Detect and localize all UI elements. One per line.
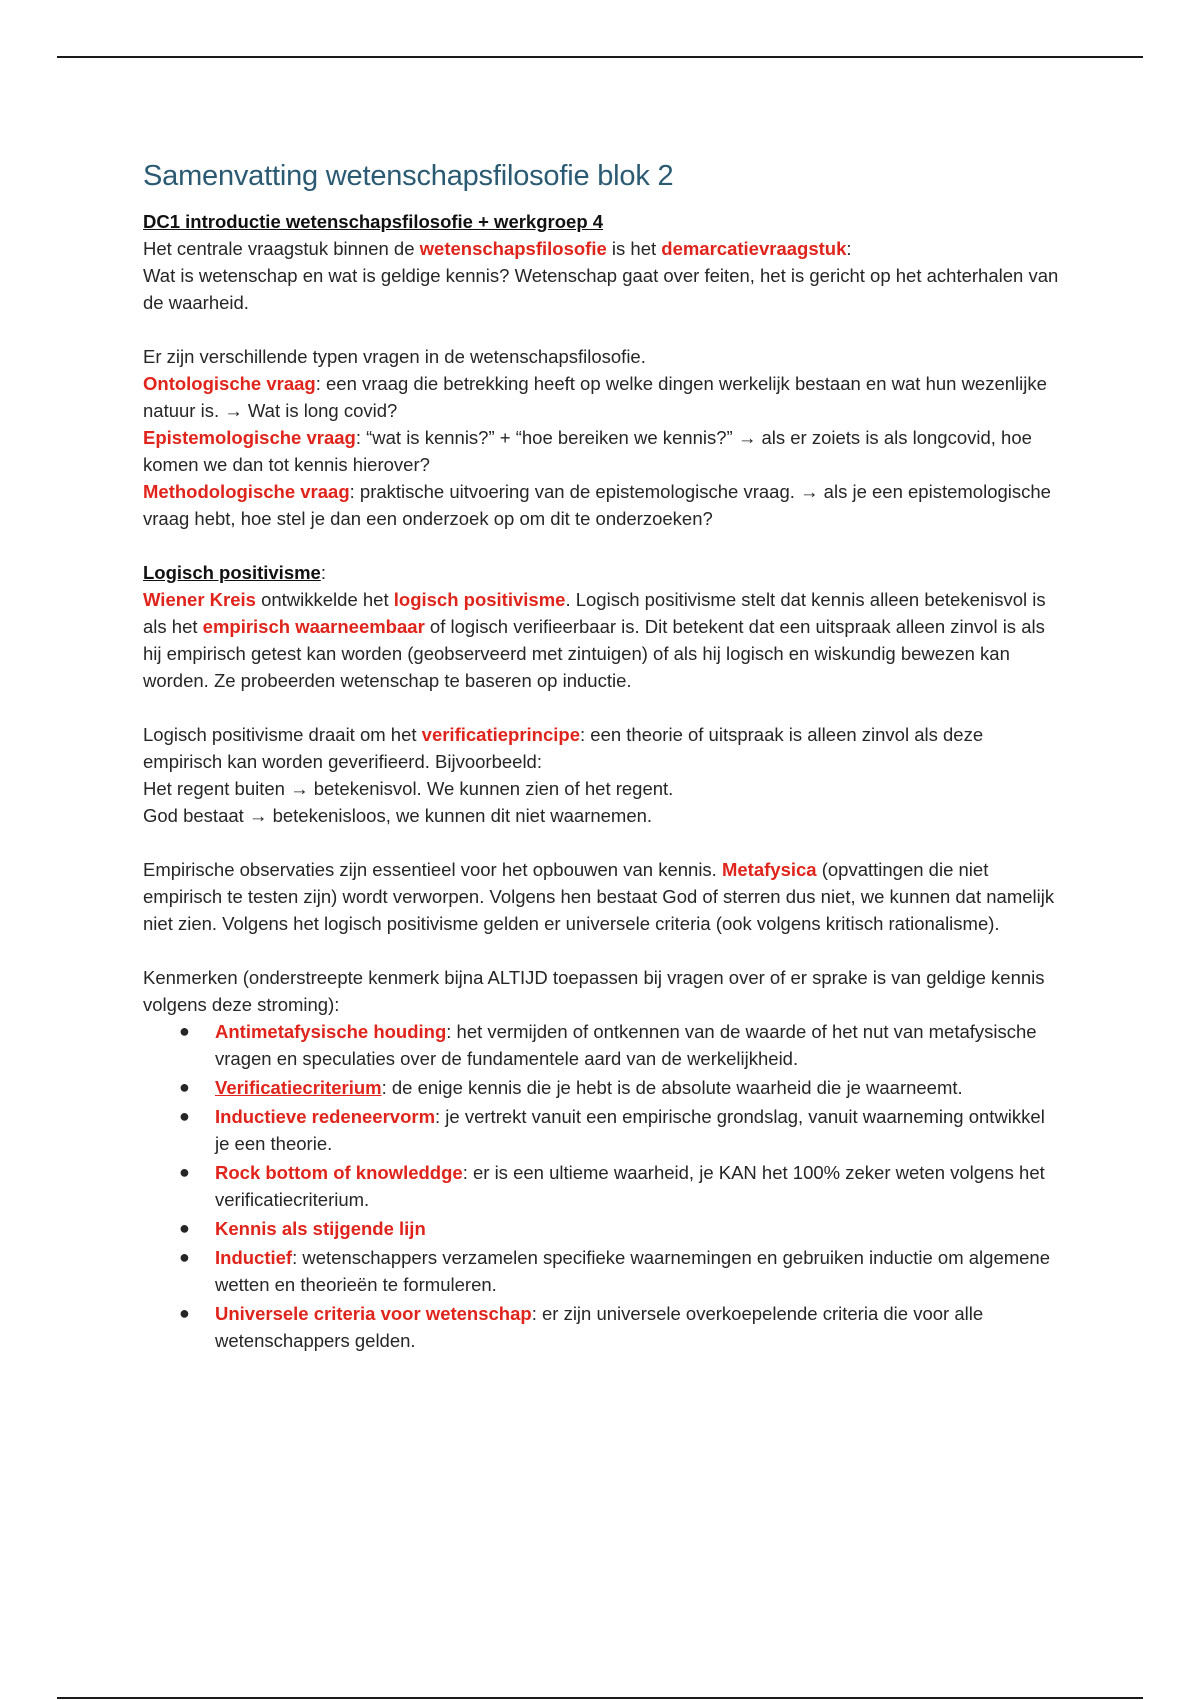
- text: Empirische observaties zijn essentieel voor het opbouwen van kennis.: [143, 859, 722, 880]
- term-verificatieprincipe: verificatieprincipe: [421, 724, 580, 745]
- bottom-rule: [57, 1697, 1143, 1699]
- text: : “wat is kennis?” + “hoe bereiken we kennis?” → als er zoiets is als longcovid, hoe komen we dan tot kennis hierover?: [143, 427, 1032, 475]
- top-rule: [57, 56, 1143, 58]
- heading-text: Logisch positivisme: [143, 562, 321, 583]
- list-item: [179, 1074, 1063, 1101]
- text: of logisch verifieerbaar is. Dit betekent dat een uitspraak alleen zinvol is als hij empirisch getest kan worden (geobserveerd met zintuigen) of als hij logisch en wiskundig bewezen kan worden. Ze probeerden wetenschap te baseren op inductie.: [143, 616, 1045, 691]
- section-heading-dc1: DC1 introductie wetenschapsfilosofie + werkgroep 4: [143, 211, 604, 232]
- methodological-question: [143, 478, 1063, 532]
- wiener-kreis-paragraph: [143, 586, 1063, 694]
- characteristics-intro: Kenmerken (onderstreepte kenmerk bijna ALTIJD toepassen bij vragen over of er sprake is van geldige kennis volgens deze stroming):: [143, 967, 1045, 1015]
- text: :: [320, 562, 326, 583]
- item-term: Inductieve redeneervorm: [215, 1106, 436, 1127]
- list-item: [179, 1103, 1063, 1157]
- bullet-icon: ●: [179, 1162, 190, 1182]
- item-text: : er is een ultieme waarheid, je KAN het 100% zeker weten volgens het verificatiecriterium.: [215, 1162, 1045, 1210]
- item-term: Antimetafysische houding: [215, 1021, 447, 1042]
- term-wiener-kreis: Wiener Kreis: [143, 589, 256, 610]
- list-item: [179, 1244, 1063, 1298]
- item-text: : wetenschappers verzamelen specifieke waarnemingen en gebruiken inductie om algemene wetten en theorieën te formuleren.: [215, 1247, 1051, 1295]
- term-wetenschapsfilosofie: wetenschapsfilosofie: [419, 238, 607, 259]
- text: : een theorie of uitspraak is alleen zinvol als deze empirisch kan worden geverifieerd. Bijvoorbeeld:: [143, 724, 984, 772]
- item-text: : de enige kennis die je hebt is de absolute waarheid die je waarneemt.: [381, 1077, 963, 1098]
- term-demarcatievraagstuk: demarcatievraagstuk: [661, 238, 847, 259]
- list-item: [179, 1215, 1063, 1242]
- metaphysics-paragraph: [143, 856, 1063, 937]
- question-types-intro: Er zijn verschillende typen vragen in de wetenschapsfilosofie.: [143, 346, 646, 367]
- example-god: God bestaat → betekenisloos, we kunnen dit niet waarnemen.: [143, 805, 653, 826]
- text: : een vraag die betrekking heeft op welke dingen werkelijk bestaan en wat hun wezenlijke natuur is. → Wat is long covid?: [143, 373, 1047, 421]
- list-item: [179, 1018, 1063, 1072]
- ontological-question: [143, 370, 1063, 424]
- bullet-icon: ●: [179, 1218, 190, 1238]
- text: : praktische uitvoering van de epistemologische vraag. → als je een epistemologische vraag hebt, hoe stel je dan een onderzoek op om dit te onderzoeken?: [143, 481, 1051, 529]
- epistemological-question: [143, 424, 1063, 478]
- term-methodologische-vraag: Methodologische vraag: [143, 481, 350, 502]
- text: Het centrale vraagstuk binnen de: [143, 238, 420, 259]
- page-title: Samenvatting wetenschapsfilosofie blok 2: [143, 160, 674, 192]
- bullet-icon: ●: [179, 1021, 190, 1041]
- bullet-icon: ●: [179, 1077, 190, 1097]
- demarcation-explanation: Wat is wetenschap en wat is geldige kennis? Wetenschap gaat over feiten, het is gericht op het achterhalen van de waarheid.: [143, 265, 1059, 313]
- item-term: Universele criteria voor wetenschap: [215, 1303, 532, 1324]
- verification-paragraph: [143, 721, 1063, 775]
- bullet-icon: ●: [179, 1247, 190, 1267]
- characteristics-list: [143, 1018, 1063, 1354]
- item-text: : je vertrekt vanuit een empirische grondslag, vanuit waarneming ontwikkel je een theorie.: [215, 1106, 1045, 1154]
- list-item: [179, 1159, 1063, 1213]
- term-ontologische-vraag: Ontologische vraag: [143, 373, 316, 394]
- text: is het: [606, 238, 662, 259]
- term-metafysica: Metafysica: [721, 859, 817, 880]
- item-term: Inductief: [215, 1247, 293, 1268]
- item-term: Kennis als stijgende lijn: [215, 1218, 426, 1239]
- term-logisch-positivisme: logisch positivisme: [393, 589, 566, 610]
- text: . Logisch positivisme stelt dat kennis alleen betekenisvol is als het: [143, 589, 1046, 637]
- item-text: : het vermijden of ontkennen van de waarde of het nut van metafysische vragen en speculaties over de fundamentele aard van de werkelijkheid.: [215, 1021, 1037, 1069]
- example-rain: Het regent buiten → betekenisvol. We kunnen zien of het regent.: [143, 778, 674, 799]
- term-epistemologische-vraag: Epistemologische vraag: [143, 427, 356, 448]
- text: (opvattingen die niet empirisch te testen zijn) wordt verworpen. Volgens hen bestaat God of sterren dus niet, we kunnen dat namelijk niet zien. Volgens het logisch positivisme gelden er universele criteria (ook volgens kritisch rationalisme).: [143, 859, 1055, 934]
- section-heading-logisch-positivisme: [143, 559, 1063, 586]
- document-body: [143, 158, 1063, 1354]
- demarcation-paragraph: [143, 235, 1063, 262]
- bullet-icon: ●: [179, 1106, 190, 1126]
- text: :: [846, 238, 852, 259]
- term-empirisch-waarneembaar: empirisch waarneembaar: [202, 616, 425, 637]
- item-term: Verificatiecriterium: [215, 1077, 382, 1098]
- text: ontwikkelde het: [255, 589, 394, 610]
- text: Logisch positivisme draait om het: [143, 724, 422, 745]
- bullet-icon: ●: [179, 1303, 190, 1323]
- item-text: : er zijn universele overkoepelende criteria die voor alle wetenschappers gelden.: [215, 1303, 984, 1351]
- list-item: [179, 1300, 1063, 1354]
- item-term: Rock bottom of knowleddge: [215, 1162, 463, 1183]
